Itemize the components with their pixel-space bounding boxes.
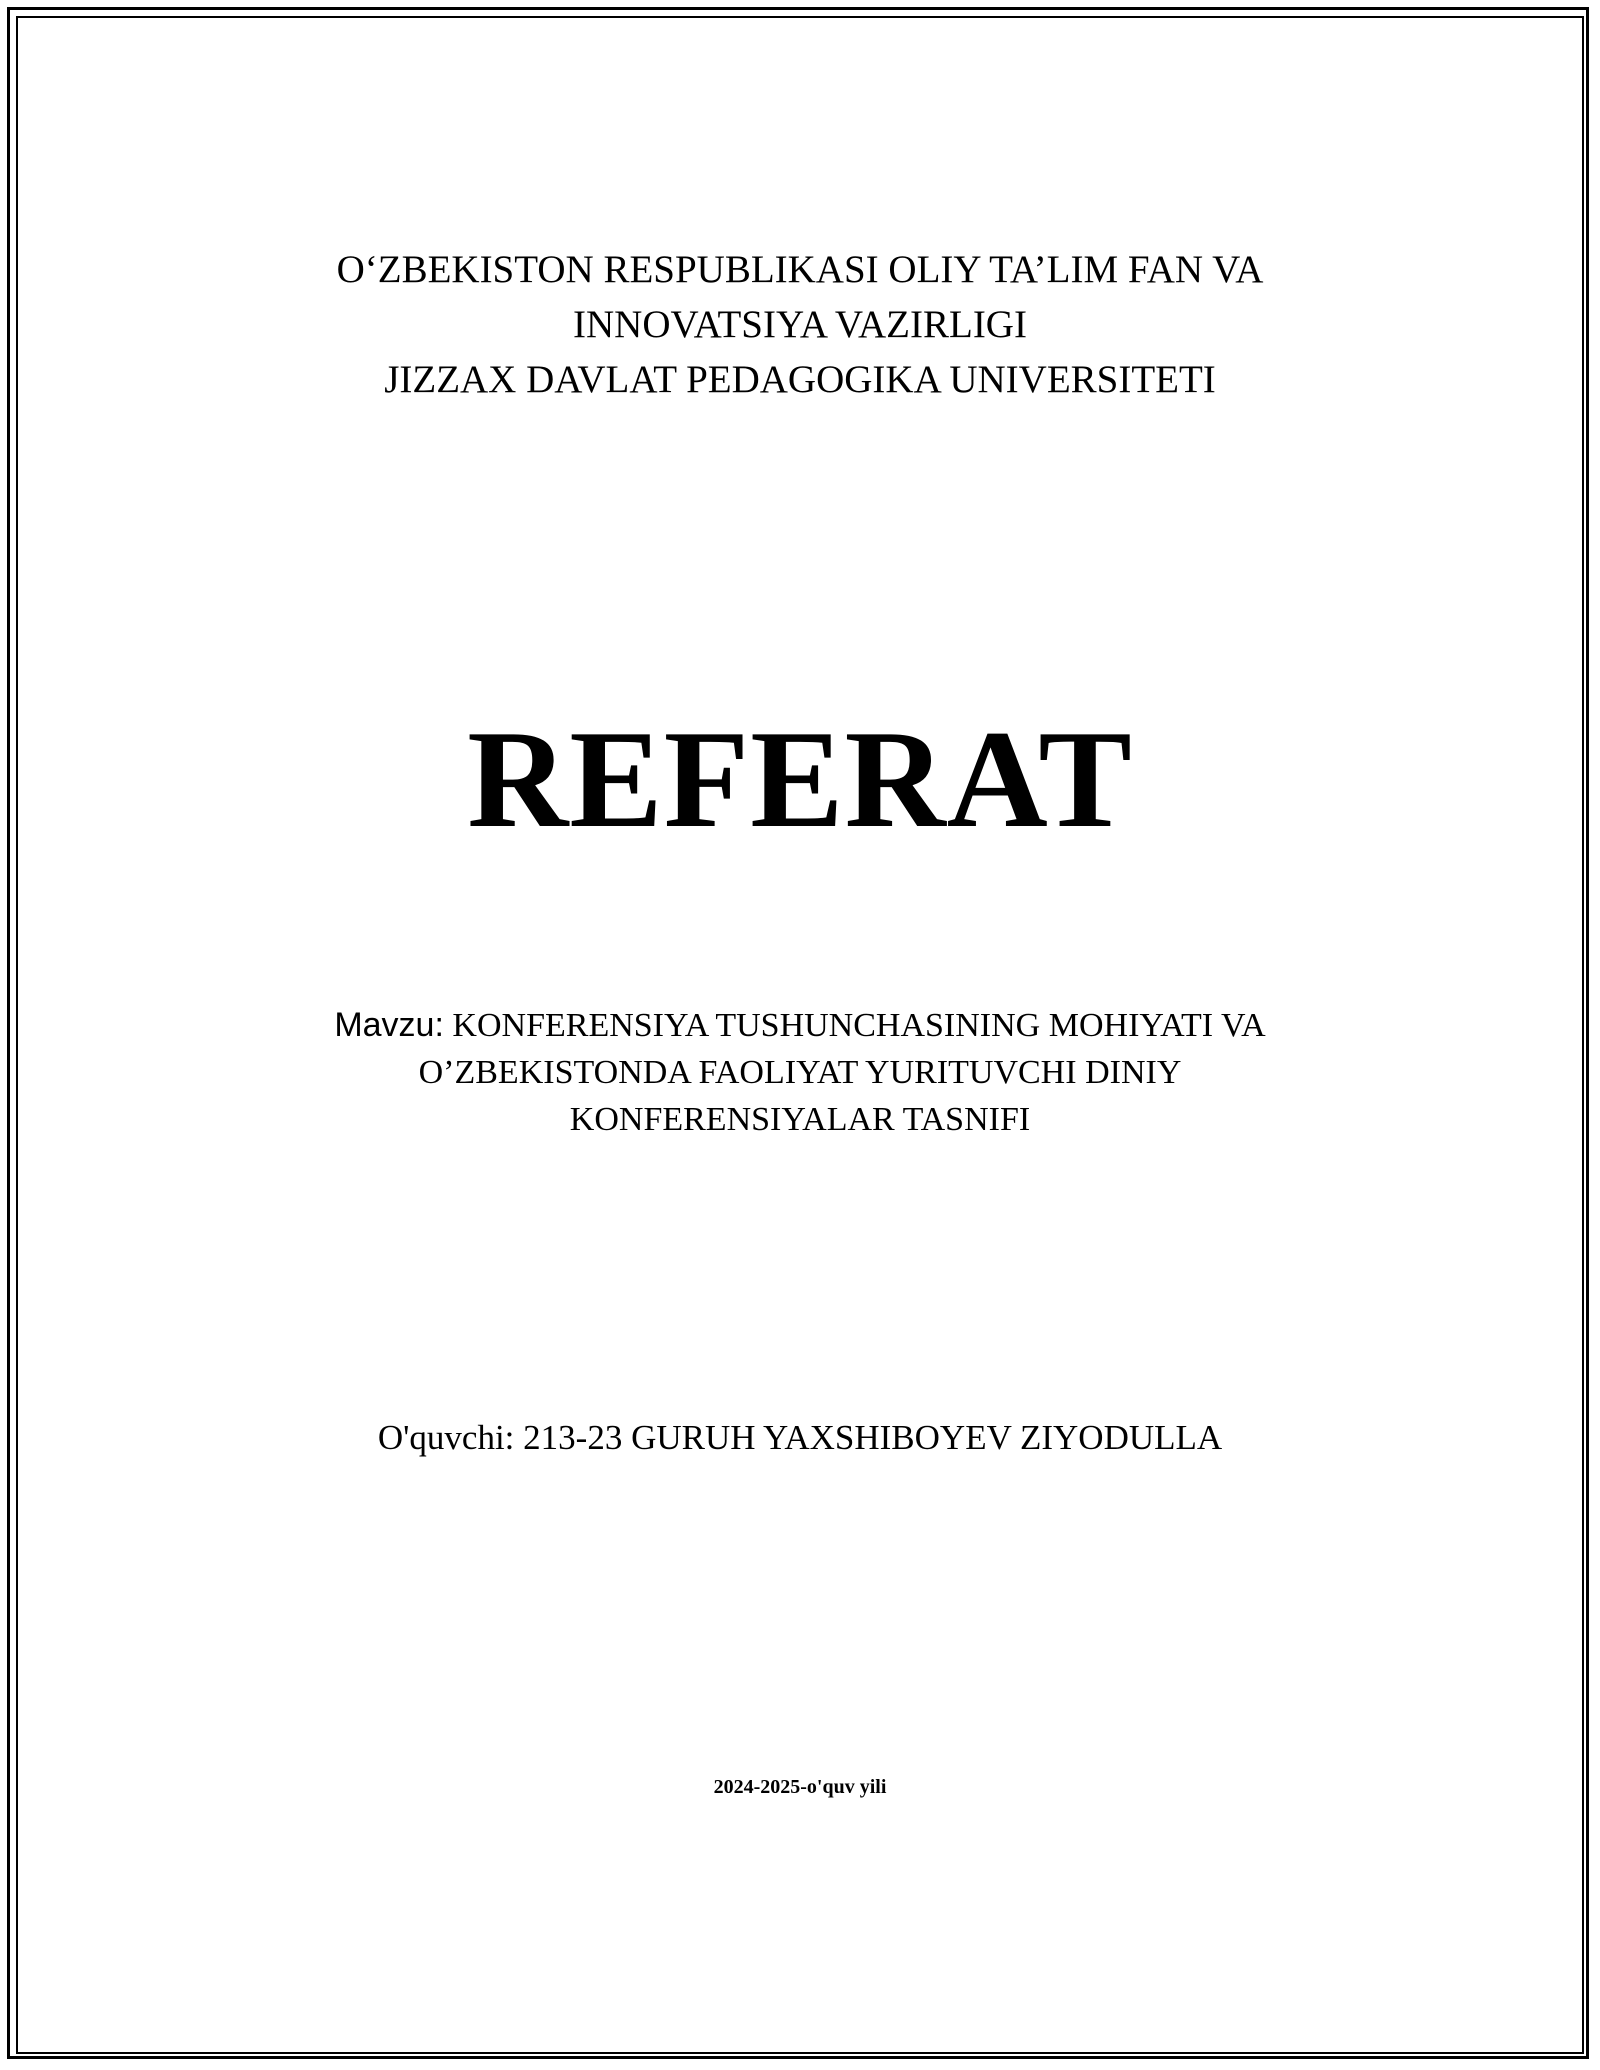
- header-line-ministry-1: O‘ZBEKISTON RESPUBLIKASI OLIY TA’LIM FAN VA: [336, 248, 1264, 291]
- header-line-ministry-2: INNOVATSIYA VAZIRLIGI: [573, 303, 1027, 346]
- academic-year: 2024-2025-o'quv yili: [713, 1776, 887, 1798]
- topic-block: [0, 1002, 1600, 1143]
- header-line-university: JIZZAX DAVLAT PEDAGOGIKA UNIVERSITETI: [384, 358, 1216, 401]
- topic-line-2: O’ZBEKISTONDA FAOLIYAT YURITUVCHI DINIY: [418, 1054, 1182, 1091]
- topic-label: Mavzu:: [334, 1006, 444, 1044]
- topic-line-1: [0, 1002, 1600, 1049]
- topic-text-1: KONFERENSIYA TUSHUNCHASINING MOHIYATI VA: [452, 1007, 1266, 1044]
- document-title: REFERAT: [467, 702, 1133, 857]
- topic-line-3: KONFERENSIYALAR TASNIFI: [569, 1101, 1031, 1138]
- student-info: O'quvchi: 213-23 GURUH YAXSHIBOYEV ZIYODULLA: [377, 1418, 1223, 1457]
- institution-header: [0, 242, 1600, 407]
